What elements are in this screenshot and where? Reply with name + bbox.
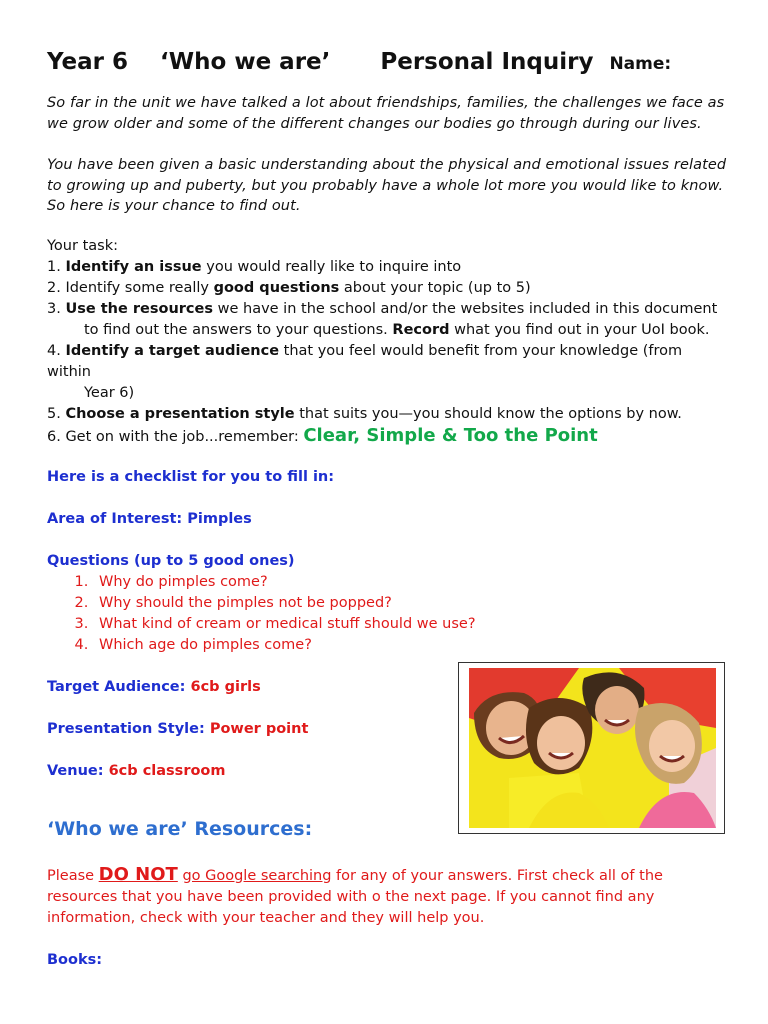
task-steps	[47, 257, 727, 448]
list-item: 1. Why do pimples come?	[93, 572, 727, 593]
intro-paragraph-2: You have been given a basic understanding about the physical and emotional issues related to growing up and puberty, but you probably have a whole lot more you would like to know. So here is your chance to find out.	[47, 157, 727, 214]
motto-text: Clear, Simple & Too the Point	[303, 424, 598, 446]
photo-frame	[458, 662, 725, 834]
name-label: Name:	[609, 54, 672, 74]
page-title	[47, 44, 727, 82]
kids-photo	[469, 668, 716, 828]
list-item: 3. What kind of cream or medical stuff should we use?	[93, 614, 727, 635]
task-heading: Your task:	[47, 237, 118, 254]
task-step-6: 6. Get on with the job...remember: Clear, Simple & Too the Point	[47, 424, 598, 446]
area-of-interest: Area of Interest: Pimples	[47, 510, 252, 527]
resources-heading: ‘Who we are’ Resources:	[47, 817, 313, 840]
task-step-3: 3. Use the resources we have in the school and/or the websites included in this document to find out the answers to your questions. Record what you find out in your UoI book.	[47, 300, 718, 338]
title-year: Year 6	[47, 49, 129, 75]
resources-warning: Please DO NOT go Google searching for any of your answers. First check all of the resources that you have been provided with o the next page. If you cannot find any information, check with your teacher and they will help you.	[47, 863, 663, 926]
list-item: 2. Why should the pimples not be popped?	[93, 593, 727, 614]
books-label: Books:	[47, 951, 103, 968]
title-inquiry: Personal Inquiry	[380, 49, 594, 75]
task-step-5: 5. Choose a presentation style that suits you—you should know the options by now.	[47, 405, 682, 422]
questions-list	[47, 572, 727, 656]
title-unit: ‘Who we are’	[160, 49, 331, 75]
task-step-4: 4. Identify a target audience that you feel would benefit from your knowledge (from within Year 6)	[47, 342, 683, 401]
venue: Venue: 6cb classroom	[47, 762, 226, 779]
questions-heading: Questions (up to 5 good ones)	[47, 552, 295, 569]
task-step-2: 2. Identify some really good questions about your topic (up to 5)	[47, 279, 531, 296]
intro-paragraph-1: So far in the unit we have talked a lot about friendships, families, the challenges we face as we grow older and some of the different changes our bodies go through during our lives.	[47, 95, 725, 132]
checklist-heading: Here is a checklist for you to fill in:	[47, 468, 335, 485]
presentation-style: Presentation Style: Power point	[47, 720, 309, 737]
task-step-1: 1. Identify an issue you would really like to inquire into	[47, 258, 462, 275]
list-item: 4. Which age do pimples come?	[93, 635, 727, 656]
target-audience: Target Audience: 6cb girls	[47, 678, 261, 695]
